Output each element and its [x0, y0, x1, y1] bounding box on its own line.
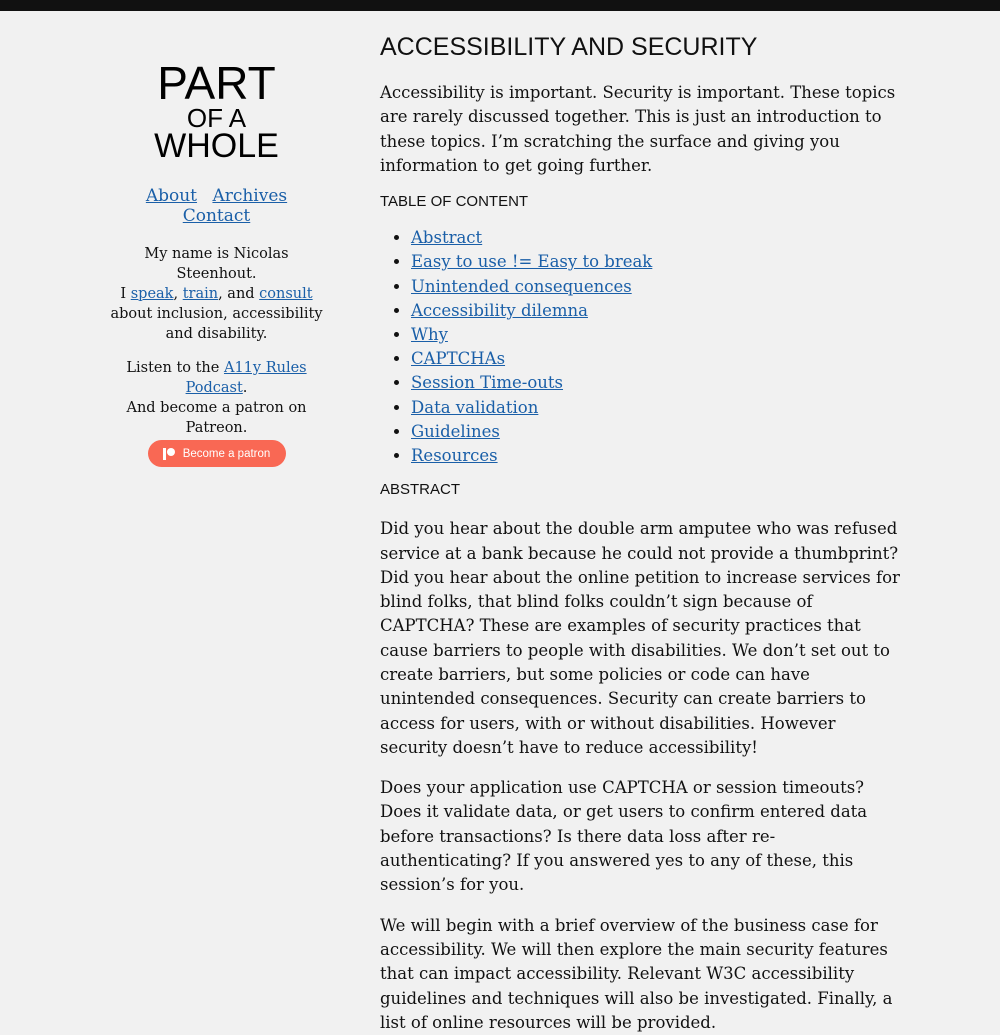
- toc-link-easy-to-use[interactable]: Easy to use != Easy to break: [411, 252, 653, 272]
- abstract-paragraph-3: We will begin with a brief overview of the business case for accessibility. We will then explore the main security features that can impact accessibility. Relevant W3C accessibility guidelines and techniques will also be investigated. Finally, a list of online resources will be provided.: [380, 915, 893, 1032]
- abstract-heading: ABSTRACT: [380, 481, 461, 499]
- podcast-promo: [100, 358, 333, 438]
- toc-item: [411, 444, 905, 468]
- patreon-text: And become a patron on Patreon.: [126, 400, 307, 436]
- toc-item: [411, 396, 905, 420]
- bio-intro: My name is Nicolas Steenhout.: [144, 246, 289, 282]
- bio-suffix: about inclusion, accessibility and disability.: [110, 306, 323, 342]
- site-logo[interactable]: [100, 57, 333, 165]
- toc-item: [411, 420, 905, 444]
- toc-item: [411, 347, 905, 371]
- top-bar: [0, 0, 1000, 11]
- intro-paragraph: Accessibility is important. Security is important. These topics are rarely discussed together. This is just an introduction to these topics. I’m scratching the surface and giving you information to get going further.: [380, 83, 896, 175]
- nav-link-about[interactable]: About: [145, 186, 198, 206]
- toc-item: [411, 226, 905, 250]
- toc-link-resources[interactable]: Resources: [411, 446, 498, 466]
- toc-item: [411, 323, 905, 347]
- toc-item: [411, 250, 905, 274]
- consult-link[interactable]: consult: [259, 286, 313, 302]
- author-bio: [100, 244, 333, 344]
- page-title: ACCESSIBILITY AND SECURITY: [380, 33, 758, 61]
- podcast-link[interactable]: A11y Rules Podcast: [185, 360, 307, 396]
- toc-link-guidelines[interactable]: Guidelines: [411, 421, 500, 441]
- patreon-icon: [163, 448, 175, 460]
- train-link[interactable]: train: [182, 286, 219, 302]
- abstract-paragraph-2: Does your application use CAPTCHA or session timeouts? Does it validate data, or get users to confirm entered data before transactions? Is there data loss after re-authenticating? If you answered yes to any of these, this session’s for you.: [380, 778, 868, 895]
- logo-line-2: OF A: [186, 103, 247, 133]
- speak-link[interactable]: speak: [130, 286, 174, 302]
- logo-line-1: PART: [157, 57, 276, 109]
- nav-link-archives[interactable]: Archives: [212, 186, 288, 206]
- toc-link-abstract[interactable]: Abstract: [411, 228, 483, 248]
- toc-item: [411, 371, 905, 395]
- toc-heading: TABLE OF CONTENT: [380, 193, 529, 211]
- toc-link-data-validation[interactable]: Data validation: [411, 397, 539, 417]
- podcast-prefix: Listen to the: [126, 360, 220, 376]
- logo-line-3: WHOLE: [154, 127, 279, 165]
- bio-sep-2: , and: [218, 286, 255, 302]
- toc-link-unintended-consequences[interactable]: Unintended consequences: [411, 276, 632, 296]
- toc-item: [411, 275, 905, 299]
- toc-link-accessibility-dilemna[interactable]: Accessibility dilemna: [411, 300, 588, 320]
- become-patron-button[interactable]: [148, 440, 286, 467]
- toc-link-captchas[interactable]: CAPTCHAs: [411, 349, 506, 369]
- main-nav: [100, 186, 333, 226]
- toc-item: [411, 299, 905, 323]
- bio-prefix: I: [120, 286, 127, 302]
- toc-link-why[interactable]: Why: [411, 325, 448, 344]
- article: [380, 30, 905, 1035]
- abstract-paragraph-1: Did you hear about the double arm amputee who was refused service at a bank because he could not provide a thumbprint? Did you hear about the online petition to increase services for blind folks, that blind folks couldn’t sign because of CAPTCHA? These are examples of security practices that cause barriers to people with disabilities. We don’t set out to create barriers, but some policies or code can have unintended consequences. Security can create barriers to access for users, with or without disabilities. However security doesn’t have to reduce accessibility!: [380, 519, 900, 757]
- table-of-contents: [380, 226, 905, 468]
- become-patron-label: Become a patron: [182, 447, 271, 460]
- sidebar: [100, 57, 333, 467]
- nav-link-contact[interactable]: Contact: [182, 206, 251, 226]
- toc-link-session-timeouts[interactable]: Session Time-outs: [411, 373, 564, 393]
- bio-sep-1: ,: [173, 286, 179, 302]
- podcast-suffix: .: [242, 380, 248, 396]
